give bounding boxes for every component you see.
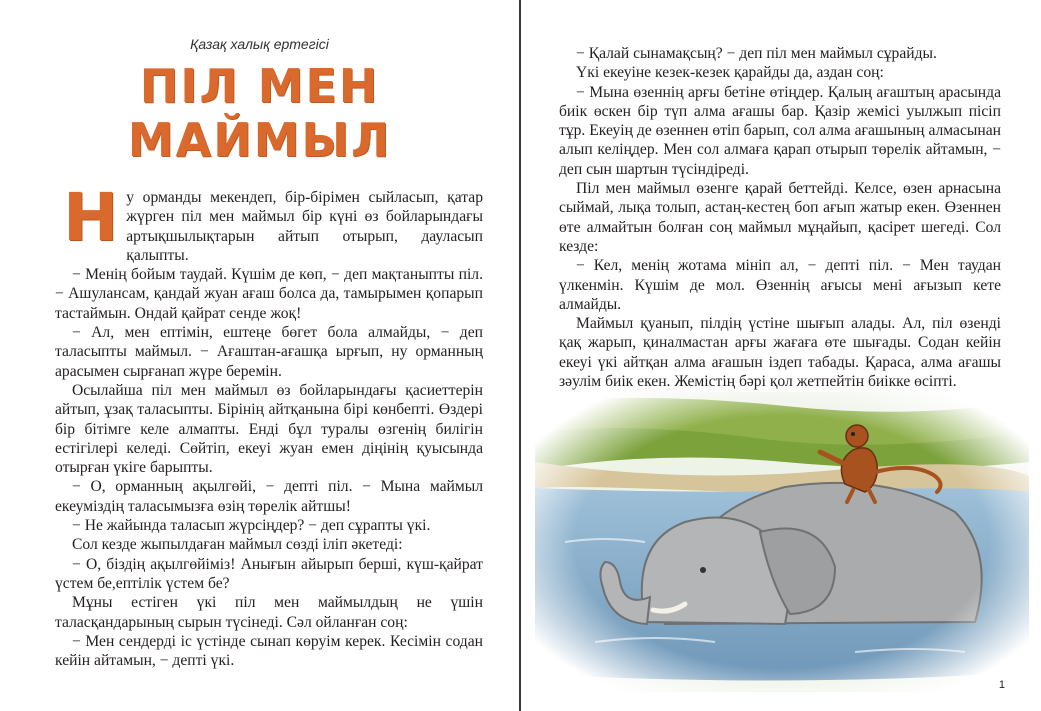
paragraph: Осылайша піл мен маймыл өз бойларындағы қасиеттерін айтып, ұзақ таласыпты. Бірінің айтқанына бірі көнбепті. Өздері бір бітімге келе алмапты. Енді бұл туралы өзгенің билігін естігілері келеді. Сөйтіп, екеуі жуан емен діңінің қуысында отырған үкіге барыпты. [55,381,483,477]
paragraph: − Не жайында таласып жүрсіңдер? − деп сұрапты үкі. [72,517,431,535]
paragraph: − О, біздің ақылгөйіміз! Анығын айырып берші, күш-қайрат үстем бе,ептілік үстем бе? [55,555,483,592]
first-paragraph-text: у орманды мекендеп, бір-бірімен сыйласып, қатар жүрген піл мен маймыл бір күні өз бойларындағы артықшылықтарын айтып отырып, дауласып қалыпты. [126,189,483,264]
paragraph: − Мен сендерді іс үстінде сынап көруім керек. Кесімін содан кейін айтамын, − депті үкі. [55,632,483,670]
paragraph: Піл мен маймыл өзенге қарай беттейді. Келсе, өзен арнасына сыймай, лықа толып, астаң-кестең боп ағып жатыр екен. Өзеннен өте алмайтын болған соң маймыл мұңайып, қасірет шегеді. Сол кезде: [559,180,1001,255]
left-page [0,0,519,711]
paragraph: Сол кезде жыпылдаған маймыл сөзді іліп әкетеді: [72,536,403,554]
right-page-body [559,44,1001,391]
paragraph: − Менің бойым таудай. Күшім де көп, − деп мақтаныпты піл. − Ашулансам, қандай жуан ағаш болса да, тамырымен қопарып тастаймын. Ондай қайрат сенде жоқ! [55,266,483,322]
left-page-body [55,179,483,670]
elephant-carrying-monkey-illustration [535,392,1029,692]
paragraph: − Ал, мен ептімін, ештеңе бөгет бола алмайды, − деп таласыпты маймыл. − Ағаштан-ағашқа ырғып, ну орманның арасымен сырғанап жүре беремін. [55,324,483,380]
vignette [535,392,1029,692]
paragraph: − О, орманның ақылгөйі, − депті піл. − Мына маймыл екеуміздің таласымызға өзің төрелік айтшы! [55,478,483,515]
paragraph: Маймыл қуанып, пілдің үстіне шығып алады. Ал, піл өзенді қақ жарып, қиналмастан арғы жағаға өте шығады. Содан кейін екеуі үкі айтқан алма ағашын іздеп табады. Қараса, алма ағашы зәулім биік екен. Жемістің бәрі қол жетпейтін биікке өсіпті. [559,315,1001,391]
drop-cap: Н [63,179,119,256]
paragraph: Үкі екеуіне кезек-кезек қарайды да, аздан соң: [576,64,884,82]
paragraph: Мұны естіген үкі піл мен маймылдың не үшін таласқандарының сырын түсінеді. Сәл ойланған соң: [55,594,483,631]
paragraph: − Кел, менің жотама мініп ал, − депті піл. − Мен таудан үлкенмін. Күшім де мол. Өзеннің ағысы мені ағызып кете алмайды. [559,257,1001,313]
paragraph: − Қалай сынамақсың? − деп піл мен маймыл сұрайды. [576,45,937,62]
story-title-line-1: ПІЛ МЕН [139,59,380,113]
right-page [521,0,1041,711]
page-number: 1 [998,679,1005,691]
story-subtitle: Қазақ халық ертегісі [190,36,329,52]
paragraph: − Мына өзеннің арғы бетіне өтіңдер. Қалың ағаштың арасында биік өскен бір түп алма ағашы бар. Қазір жемісі уылжып пісіп тұр. Екеуің де өзеннен өтіп барып, сол алма ағашының алмасынан алып келіңдер. Мен сол алмаға қарап отырып төрелік айтамын, − деп сын шартын түсіндіреді. [559,83,1001,178]
first-paragraph [55,179,483,265]
story-title-line-2: МАЙМЫЛ [127,113,392,167]
